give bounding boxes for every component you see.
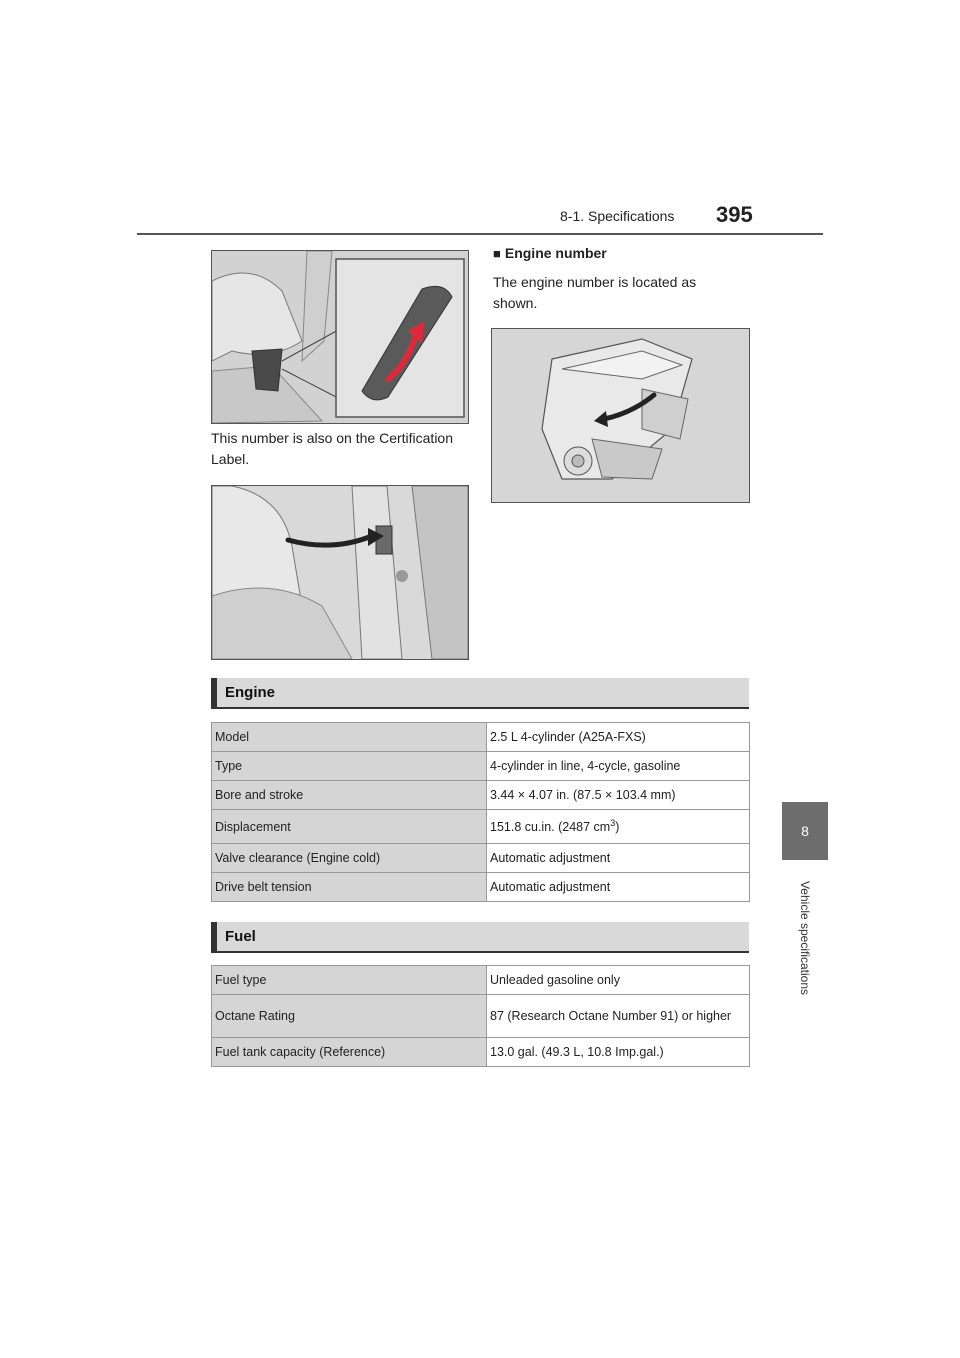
spec-value: 3.44 × 4.07 in. (87.5 × 103.4 mm) (487, 781, 750, 810)
figure-seat-label-cover (211, 250, 469, 424)
spec-value: 87 (Research Octane Number 91) or higher (487, 995, 750, 1038)
figure-certification-label-location (211, 485, 469, 660)
spec-key: Octane Rating (212, 995, 487, 1038)
illustration-engine (492, 329, 749, 502)
chapter-tab-label: Vehicle specifications (798, 880, 812, 996)
heading-bullet-icon: ■ (493, 246, 501, 261)
spec-value (487, 810, 750, 844)
spec-value-superscript: 3 (610, 818, 616, 829)
illustration-door-pillar (212, 486, 468, 659)
spec-key: Fuel tank capacity (Reference) (212, 1038, 487, 1067)
spec-value: Automatic adjustment (487, 873, 750, 902)
spec-value: Automatic adjustment (487, 844, 750, 873)
chapter-tab: 8 (782, 802, 828, 860)
spec-value: 13.0 gal. (49.3 L, 10.8 Imp.gal.) (487, 1038, 750, 1067)
illustration-seat-cover (212, 251, 468, 423)
engine-section-header: Engine (211, 678, 749, 709)
table-row (212, 966, 750, 995)
spec-key: Model (212, 723, 487, 752)
spec-value-text: 151.8 cu.in. (2487 cm (490, 820, 611, 835)
header-rule (137, 233, 823, 235)
spec-value: 2.5 L 4-cylinder (A25A-FXS) (487, 723, 750, 752)
spec-value: Unleaded gasoline only (487, 966, 750, 995)
spec-key: Type (212, 752, 487, 781)
engine-spec-table (211, 722, 750, 902)
table-row (212, 810, 750, 844)
engine-number-description: The engine number is located as shown. (493, 274, 697, 311)
table-row (212, 781, 750, 810)
engine-number-heading (493, 245, 607, 261)
table-row (212, 844, 750, 873)
figure-engine (491, 328, 750, 503)
spec-key: Drive belt tension (212, 873, 487, 902)
table-row (212, 873, 750, 902)
spec-key: Bore and stroke (212, 781, 487, 810)
spec-key: Valve clearance (Engine cold) (212, 844, 487, 873)
fuel-spec-table (211, 965, 750, 1067)
spec-key: Displacement (212, 810, 487, 844)
spec-key: Fuel type (212, 966, 487, 995)
table-row (212, 995, 750, 1038)
spec-value-tail: ) (615, 820, 620, 835)
page-number: 395 (716, 202, 753, 227)
spec-value: 4-cylinder in line, 4-cycle, gasoline (487, 752, 750, 781)
table-row (212, 723, 750, 752)
fuel-section-header: Fuel (211, 922, 749, 953)
figure-caption: This number is also on the Certification Label. (211, 430, 453, 467)
table-row (212, 1038, 750, 1067)
running-header-section: 8-1. Specifications (560, 208, 675, 224)
table-row (212, 752, 750, 781)
engine-number-heading-text: Engine number (504, 245, 607, 261)
